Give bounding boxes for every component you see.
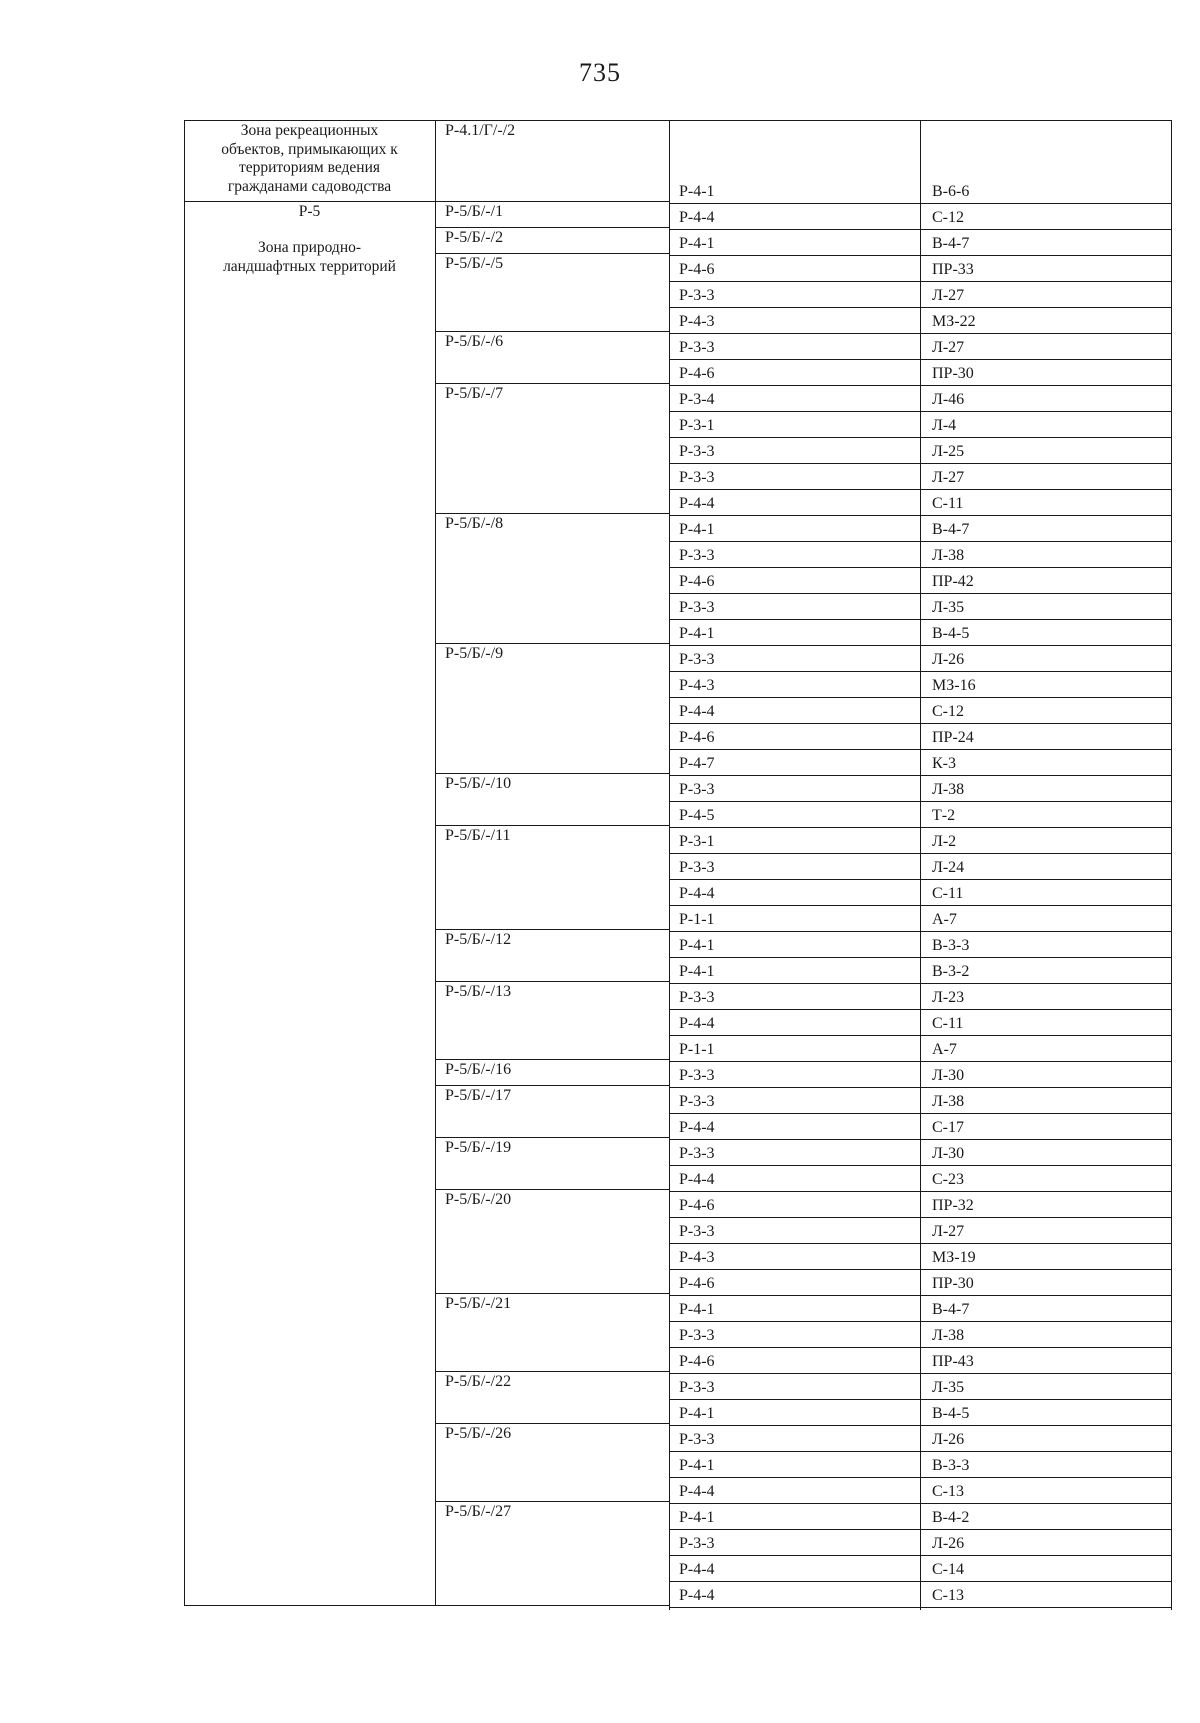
- site-code-cell: Р-5/Б/-/8: [445, 515, 504, 532]
- object-cell: Л-38: [932, 781, 965, 798]
- object-cell: Л-38: [932, 1093, 965, 1110]
- object-cell: А-7: [932, 1041, 957, 1058]
- zone-cell: Р-4-1: [679, 625, 715, 642]
- site-code-cell: Р-5/Б/-/6: [445, 333, 504, 350]
- site-code-cell: Р-5/Б/-/21: [445, 1295, 512, 1312]
- zone-cell: Р-4-1: [679, 963, 715, 980]
- row-divider: [669, 1139, 1172, 1140]
- zone-cell: Р-3-3: [679, 1431, 715, 1448]
- row-divider: [669, 749, 1172, 750]
- object-cell: В-4-5: [932, 625, 970, 642]
- zone-cell: Р-4-4: [679, 1483, 715, 1500]
- object-cell: С-14: [932, 1561, 964, 1578]
- group-divider: [435, 981, 669, 982]
- site-code-cell: Р-5/Б/-/13: [445, 983, 512, 1000]
- object-cell: С-12: [932, 209, 964, 226]
- row-divider: [669, 1269, 1172, 1270]
- group-divider: [435, 1293, 669, 1294]
- page-number: 735: [579, 58, 621, 87]
- row-divider: [669, 1581, 1172, 1582]
- object-cell: С-11: [932, 495, 964, 512]
- object-cell: В-4-5: [932, 1405, 970, 1422]
- table-border-top: [184, 120, 1172, 121]
- row-divider: [669, 671, 1172, 672]
- zone-cell: Р-4-6: [679, 365, 715, 382]
- header-row-bottom-right: [669, 203, 1172, 204]
- row-divider: [669, 229, 1172, 230]
- group-divider: [435, 227, 669, 228]
- zone-name-line: объектов, примыкающих к: [221, 140, 398, 158]
- zone-cell: Р-3-1: [679, 833, 715, 850]
- object-cell: А-7: [932, 911, 957, 928]
- table-border-left: [184, 120, 185, 1606]
- group-divider: [435, 1137, 669, 1138]
- zone-cell: Р-4-3: [679, 1249, 715, 1266]
- site-code-cell: Р-5/Б/-/7: [445, 385, 504, 402]
- object-cell: В-3-3: [932, 1457, 970, 1474]
- zone-cell: Р-4-1: [679, 1509, 715, 1526]
- row-divider: [669, 463, 1172, 464]
- group-divider: [435, 929, 669, 930]
- object-cell: ПР-32: [932, 1197, 974, 1214]
- object-cell: Л-30: [932, 1067, 965, 1084]
- group-divider: [435, 1189, 669, 1190]
- group-divider: [435, 383, 669, 384]
- zone-cell: Р-4-4: [679, 1171, 715, 1188]
- zone-name-line: территориям ведения: [238, 159, 380, 176]
- object-cell: МЗ-22: [932, 313, 976, 330]
- row-divider: [669, 775, 1172, 776]
- object-cell: С-23: [932, 1171, 964, 1188]
- object-cell: ПР-24: [932, 729, 974, 746]
- zone-cell: Р-4-4: [679, 1015, 715, 1032]
- object-cell: К-3: [932, 755, 956, 772]
- zone-cell: Р-4-3: [679, 313, 715, 330]
- site-code-cell: Р-5/Б/-/5: [445, 255, 504, 272]
- object-cell: ПР-43: [932, 1353, 974, 1370]
- group-divider: [435, 1059, 669, 1060]
- zone-cell: Р-4-5: [679, 807, 715, 824]
- zone-cell: Р-3-3: [679, 339, 715, 356]
- object-cell: Л-30: [932, 1145, 965, 1162]
- zone-cell: Р-4-1: [679, 235, 715, 252]
- object-cell: МЗ-19: [932, 1249, 976, 1266]
- row-divider: [669, 801, 1172, 802]
- object-cell: Л-24: [932, 859, 965, 876]
- zone-cell: Р-3-3: [679, 287, 715, 304]
- object-cell: Л-35: [932, 1379, 965, 1396]
- zone-cell: Р-3-3: [679, 1327, 715, 1344]
- group-divider: [435, 1085, 669, 1086]
- group-divider: [435, 1371, 669, 1372]
- site-code-cell: Р-5/Б/-/11: [445, 827, 511, 844]
- row-divider: [669, 593, 1172, 594]
- zone-cell: Р-4-6: [679, 261, 715, 278]
- row-divider: [669, 1009, 1172, 1010]
- zone-cell: Р-3-3: [679, 651, 715, 668]
- row-divider: [669, 853, 1172, 854]
- row-divider: [669, 1347, 1172, 1348]
- zone-name-line: гражданами садоводства: [227, 177, 392, 195]
- object-cell: С-12: [932, 703, 964, 720]
- zone-cell: Р-3-3: [679, 1223, 715, 1240]
- zone-cell: Р-4-3: [679, 677, 715, 694]
- row-divider: [669, 515, 1172, 516]
- zone-cell: Р-3-3: [679, 599, 715, 616]
- row-divider: [669, 1373, 1172, 1374]
- object-cell: ПР-30: [932, 365, 974, 382]
- zone-cell: Р-4-4: [679, 1119, 715, 1136]
- zone-name-line: ландшафтных территорий: [223, 258, 396, 275]
- row-divider: [669, 1477, 1172, 1478]
- row-divider: [669, 905, 1172, 906]
- group-divider: [435, 513, 669, 514]
- site-code-cell: Р-5/Б/-/17: [445, 1087, 512, 1104]
- zone-cell: Р-4-1: [679, 1457, 715, 1474]
- zone-cell: Р-4-6: [679, 1197, 715, 1214]
- object-cell: ПР-30: [932, 1275, 974, 1292]
- site-code-cell: Р-5/Б/-/10: [445, 775, 512, 792]
- header-row-bottom-left: [184, 201, 669, 202]
- object-cell: Л-27: [932, 339, 965, 356]
- row-divider: [669, 1425, 1172, 1426]
- zone-cell: Р-3-3: [679, 469, 715, 486]
- object-cell: Л-26: [932, 1535, 965, 1552]
- header-zone-cell: Р-4-1: [679, 183, 715, 200]
- zone-cell: Р-3-3: [679, 781, 715, 798]
- object-cell: С-11: [932, 885, 964, 902]
- object-cell: Л-4: [932, 417, 957, 434]
- row-divider: [669, 619, 1172, 620]
- site-code-cell: Р-5/Б/-/22: [445, 1373, 512, 1390]
- site-code-cell: Р-5/Б/-/19: [445, 1139, 512, 1156]
- object-cell: В-4-7: [932, 235, 970, 252]
- row-divider: [669, 411, 1172, 412]
- row-divider: [669, 1321, 1172, 1322]
- zone-cell: Р-4-6: [679, 573, 715, 590]
- row-divider: [669, 645, 1172, 646]
- object-cell: С-13: [932, 1483, 964, 1500]
- row-divider: [669, 489, 1172, 490]
- object-cell: МЗ-16: [932, 677, 976, 694]
- column-divider-3: [920, 120, 921, 1610]
- object-cell: В-4-7: [932, 1301, 970, 1318]
- zone-cell: Р-4-1: [679, 937, 715, 954]
- row-divider: [669, 983, 1172, 984]
- object-cell: Л-27: [932, 469, 965, 486]
- row-divider: [669, 541, 1172, 542]
- group-divider: [435, 253, 669, 254]
- zone-cell: Р-4-6: [679, 1275, 715, 1292]
- row-divider: [669, 1061, 1172, 1062]
- zone-cell: Р-4-7: [679, 755, 715, 772]
- zone-cell: Р-3-3: [679, 547, 715, 564]
- site-code-cell: Р-5/Б/-/27: [445, 1503, 512, 1520]
- object-cell: Л-23: [932, 989, 965, 1006]
- site-code-cell: Р-5/Б/-/16: [445, 1061, 512, 1078]
- header-object-cell: В-6-6: [932, 183, 970, 200]
- row-divider: [669, 931, 1172, 932]
- row-divider: [669, 1035, 1172, 1036]
- object-cell: Л-46: [932, 391, 965, 408]
- zone-code-cell: Р-5: [298, 203, 321, 220]
- site-code-cell: Р-5/Б/-/1: [445, 203, 504, 220]
- object-cell: Л-27: [932, 1223, 965, 1240]
- object-cell: ПР-42: [932, 573, 974, 590]
- zone-cell: Р-3-3: [679, 1379, 715, 1396]
- zone-cell: Р-3-3: [679, 443, 715, 460]
- row-divider: [669, 1295, 1172, 1296]
- row-divider: [669, 1191, 1172, 1192]
- row-divider: [669, 1529, 1172, 1530]
- row-divider: [669, 1451, 1172, 1452]
- row-divider: [669, 307, 1172, 308]
- row-divider: [669, 1503, 1172, 1504]
- zone-cell: Р-4-1: [679, 1301, 715, 1318]
- row-divider: [669, 723, 1172, 724]
- zone-cell: Р-4-1: [679, 521, 715, 538]
- group-divider: [435, 1423, 669, 1424]
- object-cell: Л-35: [932, 599, 965, 616]
- row-divider: [669, 697, 1172, 698]
- zone-cell: Р-4-4: [679, 885, 715, 902]
- object-cell: ПР-33: [932, 261, 974, 278]
- row-divider: [669, 1217, 1172, 1218]
- row-divider: [669, 957, 1172, 958]
- zone-name-line: Зона рекреационных: [240, 122, 379, 139]
- object-cell: В-3-2: [932, 963, 970, 980]
- zone-cell: Р-1-1: [679, 1041, 715, 1058]
- object-cell: В-4-2: [932, 1509, 970, 1526]
- header-code-cell: Р-4.1/Г/-/2: [445, 122, 516, 139]
- object-cell: С-17: [932, 1119, 964, 1136]
- zone-cell: Р-4-4: [679, 1587, 715, 1604]
- object-cell: Л-27: [932, 287, 965, 304]
- group-divider: [435, 331, 669, 332]
- zone-cell: Р-3-3: [679, 989, 715, 1006]
- zone-cell: Р-4-4: [679, 1561, 715, 1578]
- group-divider: [435, 643, 669, 644]
- zone-cell: Р-4-4: [679, 495, 715, 512]
- row-divider: [669, 567, 1172, 568]
- zone-cell: Р-3-1: [679, 417, 715, 434]
- row-divider: [669, 879, 1172, 880]
- row-divider: [669, 1087, 1172, 1088]
- object-cell: Л-26: [932, 651, 965, 668]
- zone-cell: Р-1-1: [679, 911, 715, 928]
- zone-cell: Р-3-3: [679, 1067, 715, 1084]
- column-divider-2: [669, 120, 670, 1610]
- zone-cell: Р-3-3: [679, 1535, 715, 1552]
- group-divider: [435, 825, 669, 826]
- site-code-cell: Р-5/Б/-/9: [445, 645, 504, 662]
- zone-name-line: Зона природно-: [257, 239, 362, 256]
- site-code-cell: Р-5/Б/-/20: [445, 1191, 512, 1208]
- zone-cell: Р-4-6: [679, 1353, 715, 1370]
- object-cell: Л-25: [932, 443, 965, 460]
- zone-cell: Р-3-3: [679, 1145, 715, 1162]
- table-border-bottom-left: [184, 1605, 669, 1606]
- object-cell: С-11: [932, 1015, 964, 1032]
- row-divider: [669, 1113, 1172, 1114]
- object-cell: В-4-7: [932, 521, 970, 538]
- row-divider: [669, 385, 1172, 386]
- zone-cell: Р-4-4: [679, 703, 715, 720]
- row-divider: [669, 333, 1172, 334]
- column-divider-1: [435, 120, 436, 1606]
- object-cell: Л-38: [932, 1327, 965, 1344]
- zone-cell: Р-4-6: [679, 729, 715, 746]
- row-divider: [669, 827, 1172, 828]
- object-cell: Л-26: [932, 1431, 965, 1448]
- zone-cell: Р-4-4: [679, 209, 715, 226]
- object-cell: Т-2: [932, 807, 956, 824]
- group-divider: [435, 773, 669, 774]
- site-code-cell: Р-5/Б/-/26: [445, 1425, 512, 1442]
- row-divider: [669, 1165, 1172, 1166]
- object-cell: Л-38: [932, 547, 965, 564]
- row-divider: [669, 1607, 1172, 1608]
- zone-cell: Р-3-3: [679, 859, 715, 876]
- site-code-cell: Р-5/Б/-/2: [445, 229, 504, 246]
- zone-cell: Р-4-1: [679, 1405, 715, 1422]
- table-border-right: [1171, 120, 1172, 1610]
- row-divider: [669, 255, 1172, 256]
- object-cell: В-3-3: [932, 937, 970, 954]
- object-cell: Л-2: [932, 833, 957, 850]
- row-divider: [669, 1399, 1172, 1400]
- group-divider: [435, 1501, 669, 1502]
- zone-cell: Р-3-3: [679, 1093, 715, 1110]
- zones-table: [184, 120, 1171, 1609]
- object-cell: С-13: [932, 1587, 964, 1604]
- zone-cell: Р-3-4: [679, 391, 715, 408]
- row-divider: [669, 359, 1172, 360]
- row-divider: [669, 437, 1172, 438]
- row-divider: [669, 1243, 1172, 1244]
- row-divider: [669, 281, 1172, 282]
- site-code-cell: Р-5/Б/-/12: [445, 931, 512, 948]
- row-divider: [669, 1555, 1172, 1556]
